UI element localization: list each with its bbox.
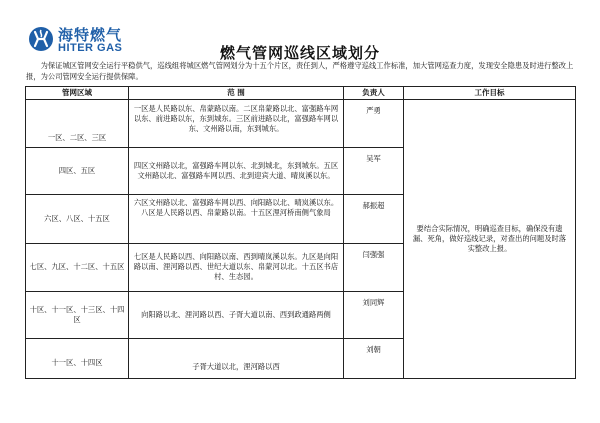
header-area: 管网区域 (26, 87, 129, 100)
cell-range: 向阳路以北、浬河路以西、子胥大道以南、西到政通路两侧 (129, 291, 344, 338)
cell-range: 一区是人民路以东、帛蒙路以南。二区帛蒙路以北、富强路车网以东、前进路以东，东到城东。三区前进路以北，富强路车网以东、文州路以南，东到城东。 (129, 100, 344, 148)
cell-person: 刘朝 (344, 338, 404, 378)
cell-person: 严勇 (344, 100, 404, 148)
cell-range: 七区是人民路以西、向阳路以南、西到晴岚溪以东。九区是向阳路以南、浬河路以西、世纪大道以东、帛蒙河以北。十五区书店村、生态园。 (129, 243, 344, 291)
cell-area: 十一区、十四区 (26, 338, 129, 378)
cell-range: 子胥大道以北，浬河路以西 (129, 338, 344, 378)
logo-chinese-name: 海特燃气 (58, 26, 123, 44)
cell-person: 吴军 (344, 148, 404, 195)
logo-english-name: HITER GAS (58, 42, 123, 54)
cell-area: 六区、八区、十五区 (26, 195, 129, 243)
cell-range: 六区文州路以北、富强路车网以西、向阳路以北、晴岚溪以东。八区是人民路以西、帛蒙路以南。十五区浬河桥南侧气象局 (129, 195, 344, 243)
cell-area: 一区、二区、三区 (26, 100, 129, 148)
cell-area: 十区、十一区、十三区、十四区 (26, 291, 129, 338)
patrol-area-table (25, 86, 576, 379)
header-goal: 工作目标 (404, 87, 576, 100)
table-header-row (26, 87, 576, 100)
cell-area: 四区、五区 (26, 148, 129, 195)
table-row (26, 100, 576, 148)
cell-area: 七区、九区、十二区、十五区 (26, 243, 129, 291)
header-range: 范 围 (129, 87, 344, 100)
cell-person: 郝振超 (344, 195, 404, 243)
intro-paragraph: 为保证城区管网安全运行平稳供气，巡线组将城区燃气管网划分为十五个片区，责任到人，严格遵守巡线工作标准，加大管网巡查力度，发现安全隐患及时进行整改上报，为公司管网安全运行提供保障。 (26, 61, 574, 81)
cell-goal: 要结合实际情况，明确巡查目标，确保没有遗漏、死角，做好巡线记录，对查出的问题及时落实整改上报。 (404, 100, 576, 379)
cell-person: 闫强强 (344, 243, 404, 291)
cell-range: 四区文州路以北，富强路车网以东、北到城北，东到城东。五区文州路以北、富强路车网以西、北到迎宾大道、晴岚溪以东。 (129, 148, 344, 195)
cell-person: 刘同辉 (344, 291, 404, 338)
document-title: 燃气管网巡线区域划分 (219, 44, 380, 62)
header-person: 负责人 (344, 87, 404, 100)
